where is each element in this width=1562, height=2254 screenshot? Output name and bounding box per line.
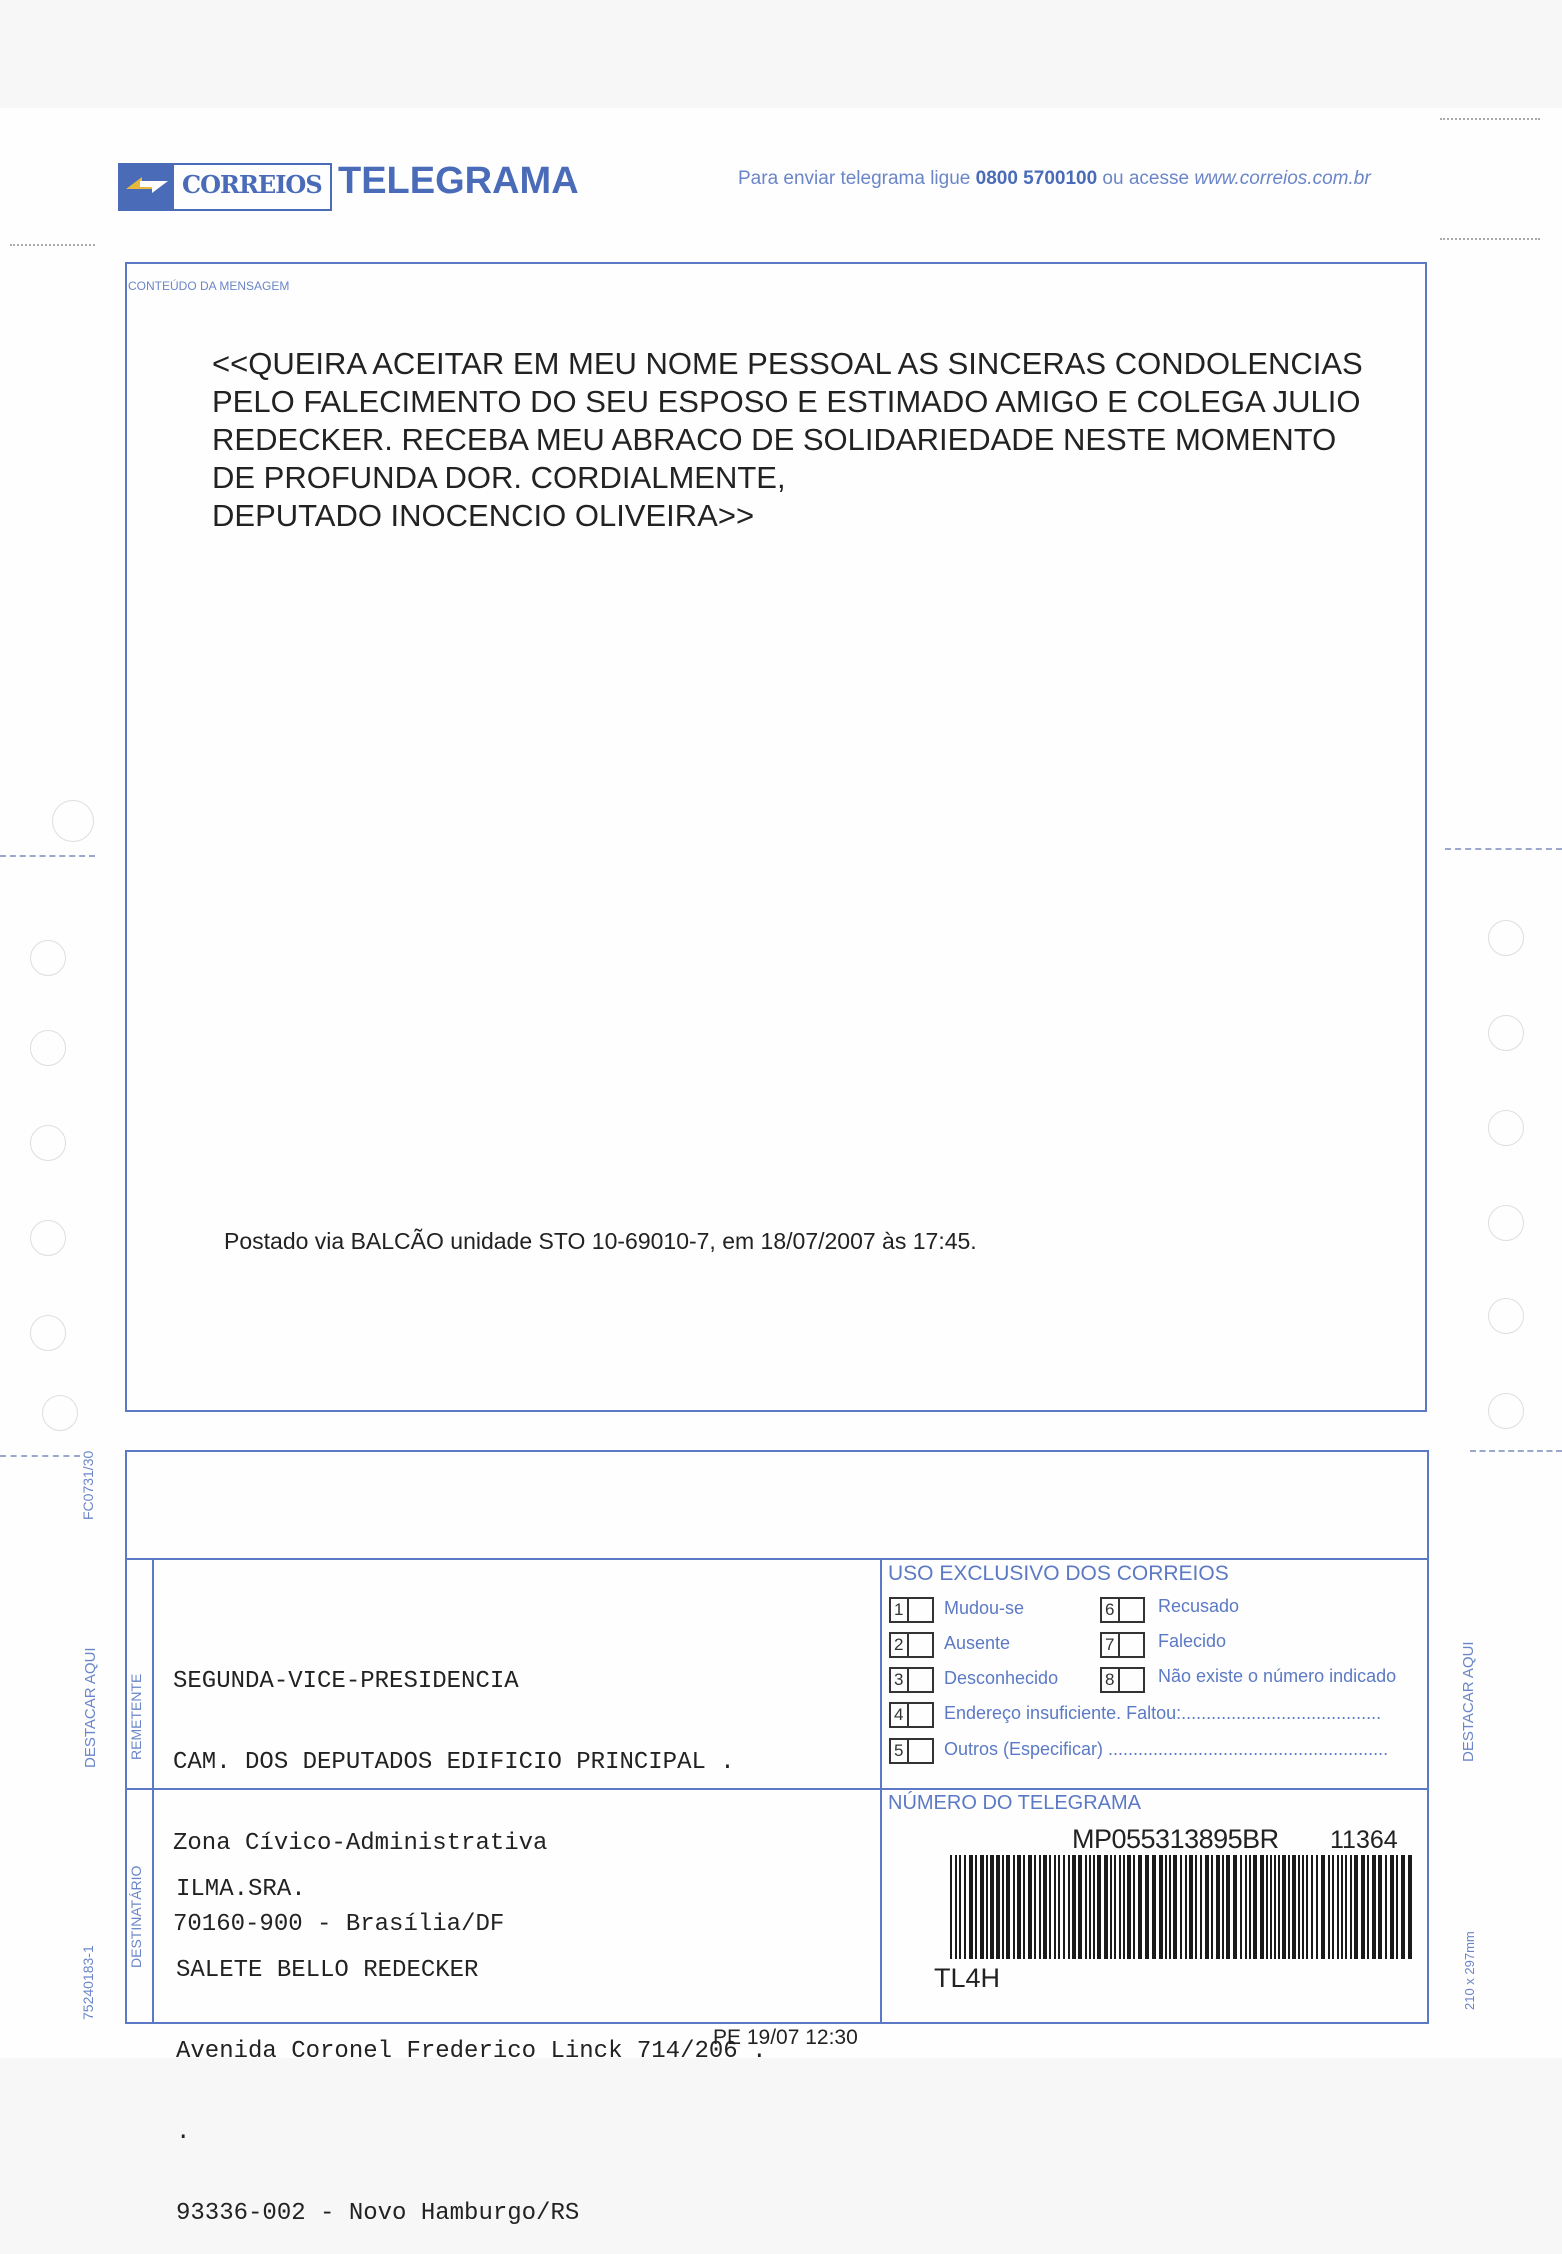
option-7-label: Falecido bbox=[1158, 1631, 1227, 1651]
barcode-bar bbox=[1233, 1855, 1237, 1959]
barcode-bar bbox=[1138, 1855, 1142, 1959]
barcode-bar bbox=[1328, 1855, 1330, 1959]
tear-line-left-1 bbox=[0, 855, 95, 857]
paper-size-label: 210 x 297mm bbox=[1462, 1931, 1477, 2010]
barcode-bar bbox=[1165, 1855, 1167, 1959]
barcode-bar bbox=[1306, 1855, 1308, 1959]
barcode-bar bbox=[1216, 1855, 1220, 1959]
perforation-top-left bbox=[10, 244, 95, 246]
barcode-bar bbox=[1023, 1855, 1025, 1959]
barcode-bar bbox=[1063, 1855, 1065, 1959]
message-line: <<QUEIRA ACEITAR EM MEU NOME PESSOAL AS SINCERAS CONDOLENCIAS bbox=[212, 346, 1363, 381]
detach-here-right: DESTACAR AQUI bbox=[1460, 1641, 1477, 1762]
barcode-bar bbox=[1159, 1855, 1163, 1959]
barcode-bar bbox=[950, 1855, 952, 1959]
barcode-bar bbox=[1028, 1855, 1032, 1959]
barcode-bar bbox=[1006, 1855, 1010, 1959]
barcode-bar bbox=[1345, 1855, 1347, 1959]
label-column-divider bbox=[152, 1558, 154, 2022]
handwritten-code: TL4H bbox=[934, 1963, 1001, 1993]
option-5-checkbox[interactable] bbox=[889, 1738, 934, 1764]
contact-mid: ou acesse bbox=[1097, 168, 1195, 189]
detach-here-left: DESTACAR AQUI bbox=[82, 1647, 99, 1768]
message-line: PELO FALECIMENTO DO SEU ESPOSO E ESTIMADO AMIGO E COLEGA JULIO bbox=[212, 384, 1361, 419]
barcode-bar bbox=[1390, 1855, 1394, 1959]
barcode-bar bbox=[1068, 1855, 1070, 1959]
barcode-bar bbox=[980, 1855, 984, 1959]
option-8-label: Não existe o número indicado bbox=[1158, 1666, 1397, 1686]
option-8-checkbox[interactable] bbox=[1100, 1667, 1145, 1693]
barcode-bar bbox=[1378, 1855, 1382, 1959]
barcode-bar bbox=[1401, 1855, 1405, 1959]
punch-hole bbox=[30, 940, 66, 976]
message-line: DEPUTADO INOCENCIO OLIVEIRA>> bbox=[212, 498, 755, 533]
barcode-bar bbox=[1354, 1855, 1358, 1959]
punch-hole bbox=[1488, 1110, 1524, 1146]
barcode-bar bbox=[1089, 1855, 1091, 1959]
barcode-bar bbox=[1200, 1855, 1202, 1959]
barcode-bar bbox=[1002, 1855, 1004, 1959]
document-title: TELEGRAMA bbox=[338, 160, 579, 202]
barcode-bar bbox=[1408, 1855, 1412, 1959]
barcode-bar bbox=[1189, 1855, 1193, 1959]
barcode-bar bbox=[1145, 1855, 1149, 1959]
option-2-checkbox[interactable] bbox=[889, 1632, 934, 1658]
punch-hole bbox=[30, 1125, 66, 1161]
barcode-bar bbox=[1253, 1855, 1257, 1959]
option-4-label: Endereço insuficiente. Faltou:........................................ bbox=[944, 1703, 1382, 1723]
barcode-bar bbox=[1361, 1855, 1365, 1959]
footer-timestamp: PE 19/07 12:30 bbox=[713, 2026, 858, 2049]
punch-hole bbox=[30, 1220, 66, 1256]
telegram-number-title: NÚMERO DO TELEGRAMA bbox=[888, 1792, 1141, 1814]
barcode-bar bbox=[1185, 1855, 1187, 1959]
barcode-bar bbox=[990, 1855, 994, 1959]
barcode-bar bbox=[1017, 1855, 1021, 1959]
barcode-bar bbox=[1321, 1855, 1325, 1959]
barcode-bar bbox=[1110, 1855, 1112, 1959]
form-code-label: FC0731/30 bbox=[80, 1450, 96, 1520]
barcode-bar bbox=[1240, 1855, 1242, 1959]
barcode-bar bbox=[1245, 1855, 1247, 1959]
option-5-label: Outros (Especificar) ........................................................ bbox=[944, 1739, 1389, 1759]
recipient-line: Avenida Coronel Frederico Linck 714/206 . bbox=[176, 2038, 767, 2065]
sender-label: REMETENTE bbox=[128, 1673, 144, 1760]
correios-logo bbox=[118, 163, 332, 211]
post-office-column-divider bbox=[880, 1558, 882, 2022]
barcode-bar bbox=[1211, 1855, 1213, 1959]
barcode-bar bbox=[1337, 1855, 1339, 1959]
option-5-number: 5 bbox=[894, 1741, 904, 1760]
post-office-title: USO EXCLUSIVO DOS CORREIOS bbox=[888, 1562, 1229, 1585]
option-6-label: Recusado bbox=[1158, 1596, 1240, 1616]
barcode-bar bbox=[1169, 1855, 1171, 1959]
barcode-bar bbox=[1097, 1855, 1101, 1959]
barcode-bar bbox=[1260, 1855, 1264, 1959]
barcode-bar bbox=[1341, 1855, 1343, 1959]
option-1-label: Mudou-se bbox=[944, 1598, 1025, 1618]
contact-website[interactable]: www.correios.com.br bbox=[1194, 168, 1371, 189]
barcode-bar bbox=[1396, 1855, 1398, 1959]
punch-hole bbox=[30, 1315, 66, 1351]
option-4-number: 4 bbox=[894, 1705, 904, 1724]
telegram-code: MP055313895BR bbox=[1072, 1824, 1279, 1854]
address-block-top-divider bbox=[127, 1558, 1427, 1560]
barcode-bar bbox=[975, 1855, 977, 1959]
option-7-number: 7 bbox=[1105, 1635, 1115, 1654]
option-4-checkbox[interactable] bbox=[889, 1702, 934, 1728]
message-line: REDECKER. RECEBA MEU ABRACO DE SOLIDARIEDADE NESTE MOMENTO bbox=[212, 422, 1337, 457]
punch-hole bbox=[1488, 1393, 1524, 1429]
barcode-bar bbox=[996, 1855, 1000, 1959]
punch-hole bbox=[30, 1030, 66, 1066]
barcode-bar bbox=[1043, 1855, 1047, 1959]
barcode-bar bbox=[1372, 1855, 1376, 1959]
recipient-label: DESTINATÁRIO bbox=[128, 1865, 144, 1968]
barcode-bar bbox=[1205, 1855, 1209, 1959]
barcode-bar bbox=[1133, 1855, 1135, 1959]
telegram-extra-number: 11364 bbox=[1330, 1826, 1398, 1854]
barcode-bar bbox=[1226, 1855, 1230, 1959]
barcode-bar bbox=[1085, 1855, 1087, 1959]
barcode-bar bbox=[1385, 1855, 1387, 1959]
contact-phone: 0800 5700100 bbox=[975, 168, 1098, 189]
barcode-bar bbox=[1302, 1855, 1304, 1959]
option-2-number: 2 bbox=[894, 1635, 904, 1654]
barcode-bar bbox=[1123, 1855, 1125, 1959]
barcode-bar bbox=[1288, 1855, 1290, 1959]
barcode-bar bbox=[1292, 1855, 1296, 1959]
barcode-bar bbox=[1127, 1855, 1131, 1959]
option-3-number: 3 bbox=[894, 1670, 904, 1689]
barcode-bar bbox=[1195, 1855, 1197, 1959]
option-6-checkbox[interactable] bbox=[1100, 1597, 1145, 1623]
tear-line-right-1 bbox=[1445, 848, 1562, 850]
option-2-label: Ausente bbox=[944, 1633, 1011, 1653]
barcode-bar bbox=[1173, 1855, 1177, 1959]
message-body bbox=[212, 345, 1363, 535]
message-line: DE PROFUNDA DOR. CORDIALMENTE, bbox=[212, 460, 786, 495]
barcode-bar bbox=[969, 1855, 973, 1959]
punch-hole bbox=[1488, 1205, 1524, 1241]
punch-hole bbox=[1488, 920, 1524, 956]
barcode-bar bbox=[1152, 1855, 1156, 1959]
barcode-bar bbox=[1282, 1855, 1286, 1959]
serial-label: 75240183-1 bbox=[80, 1945, 96, 2020]
barcode-bar bbox=[1039, 1855, 1041, 1959]
contact-line bbox=[738, 168, 1371, 190]
punch-hole bbox=[42, 1395, 78, 1431]
logo-text: CORREIOS bbox=[182, 170, 322, 199]
barcode-bar bbox=[1316, 1855, 1318, 1959]
perforation-top-right-2 bbox=[1440, 238, 1540, 240]
barcode-bar bbox=[1058, 1855, 1060, 1959]
barcode-bar bbox=[1367, 1855, 1369, 1959]
barcode-bar bbox=[1222, 1855, 1224, 1959]
barcode-bar bbox=[1298, 1855, 1300, 1959]
barcode-bar bbox=[1332, 1855, 1334, 1959]
barcode-bar bbox=[964, 1855, 966, 1959]
telegram-barcode bbox=[948, 1855, 1418, 1959]
recipient-line: ILMA.SRA. bbox=[176, 1876, 306, 1903]
barcode-bar bbox=[1119, 1855, 1121, 1959]
barcode-bar bbox=[1054, 1855, 1056, 1959]
sender-line: 70160-900 - Brasília/DF bbox=[173, 1911, 505, 1938]
punch-hole bbox=[52, 800, 94, 842]
recipient-address bbox=[176, 1822, 767, 2254]
correios-arrow-icon bbox=[120, 165, 174, 209]
barcode-bar bbox=[1311, 1855, 1313, 1959]
recipient-line: 93336-002 - Novo Hamburgo/RS bbox=[176, 2200, 580, 2227]
barcode-bar bbox=[1104, 1855, 1108, 1959]
recipient-line: SALETE BELLO REDECKER bbox=[176, 1957, 479, 1984]
barcode-bar bbox=[1274, 1855, 1276, 1959]
option-1-checkbox[interactable] bbox=[889, 1597, 934, 1623]
barcode-bar bbox=[1270, 1855, 1272, 1959]
barcode-bar bbox=[1049, 1855, 1051, 1959]
barcode-bar bbox=[955, 1855, 957, 1959]
punch-hole bbox=[1488, 1015, 1524, 1051]
message-section-label: CONTEÚDO DA MENSAGEM bbox=[128, 279, 290, 293]
sender-line: Zona Cívico-Administrativa bbox=[173, 1830, 548, 1857]
punch-hole bbox=[1488, 1298, 1524, 1334]
contact-prefix: Para enviar telegrama ligue bbox=[738, 168, 976, 189]
sender-line: CAM. DOS DEPUTADOS EDIFICIO PRINCIPAL . bbox=[173, 1749, 735, 1776]
barcode-bar bbox=[986, 1855, 988, 1959]
option-3-label: Desconhecido bbox=[944, 1668, 1059, 1688]
barcode-bar bbox=[1013, 1855, 1015, 1959]
barcode-bar bbox=[1180, 1855, 1182, 1959]
option-3-checkbox[interactable] bbox=[889, 1667, 934, 1693]
sender-line: SEGUNDA-VICE-PRESIDENCIA bbox=[173, 1668, 519, 1695]
posted-info: Postado via BALCÃO unidade STO 10-69010-7, em 18/07/2007 às 17:45. bbox=[224, 1228, 977, 1254]
barcode-bar bbox=[959, 1855, 961, 1959]
option-1-number: 1 bbox=[894, 1600, 904, 1619]
barcode-bar bbox=[1114, 1855, 1116, 1959]
tear-line-right-2 bbox=[1470, 1450, 1562, 1452]
option-6-number: 6 bbox=[1105, 1600, 1115, 1619]
tear-line-left-2 bbox=[0, 1455, 80, 1457]
barcode-bar bbox=[1350, 1855, 1352, 1959]
barcode-bar bbox=[1249, 1855, 1251, 1959]
option-7-checkbox[interactable] bbox=[1100, 1632, 1145, 1658]
barcode-bar bbox=[1034, 1855, 1036, 1959]
recipient-line: . bbox=[176, 2119, 191, 2146]
option-8-number: 8 bbox=[1105, 1670, 1115, 1689]
barcode-bar bbox=[1266, 1855, 1268, 1959]
barcode-bar bbox=[1072, 1855, 1076, 1959]
barcode-bar bbox=[1278, 1855, 1280, 1959]
barcode-bar bbox=[1078, 1855, 1082, 1959]
barcode-bar bbox=[1093, 1855, 1095, 1959]
perforation-top-right bbox=[1440, 118, 1540, 120]
